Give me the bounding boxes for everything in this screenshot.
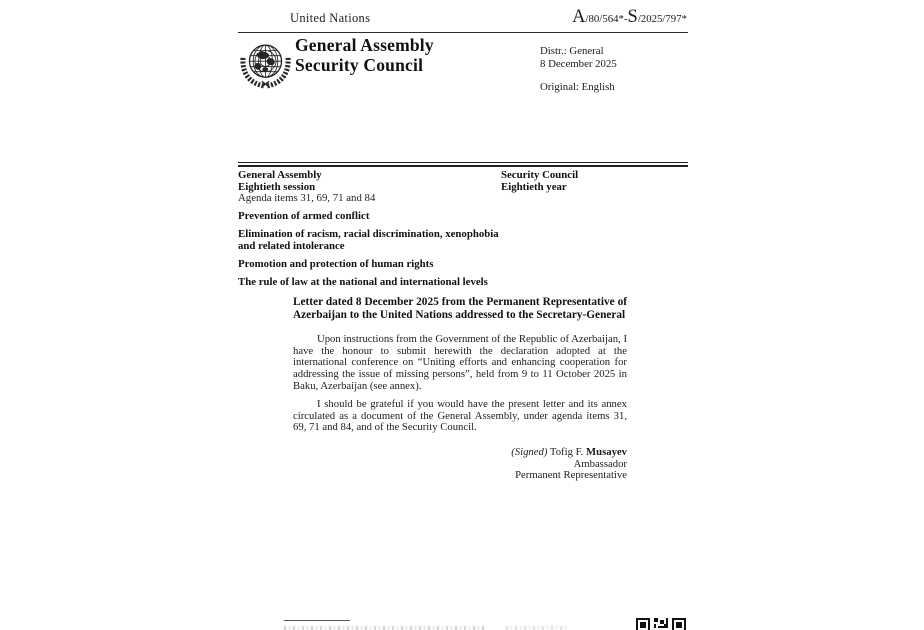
agenda-item: The rule of law at the national and international levels [238, 275, 488, 288]
letter-paragraph-1: Upon instructions from the Government of the Republic of Azerbaijan, I have the honour to submit herewith the declaration adopted at the international conference on “Uniting efforts and enhancing cooperation for addressing the issue of missing persons”, held from 9 to 11 October 2025 in Baku, Azerbaijan (see annex). [293, 332, 627, 392]
signature-line [293, 447, 627, 459]
symbol-s-rest: /2025/797* [637, 13, 687, 25]
document-page [238, 0, 688, 630]
sc-title: Security Council [501, 169, 579, 181]
masthead-general-assembly: General Assembly [295, 35, 434, 55]
footnote-text-cutoff [506, 626, 566, 630]
document-symbol [572, 7, 687, 28]
signature-block [293, 447, 627, 482]
signer-name: Tofig F. [547, 445, 587, 458]
letter-body [293, 296, 627, 482]
symbol-s-big: S [627, 7, 638, 27]
un-emblem-icon [238, 37, 293, 89]
masthead [295, 36, 434, 75]
masthead-security-council: Security Council [295, 54, 424, 75]
separator-rule [238, 162, 688, 167]
ga-session: Eightieth session [238, 180, 316, 193]
symbol-a-big: A [572, 7, 586, 27]
symbol-a-rest: /80/564*- [585, 13, 628, 25]
agenda-item: Elimination of racism, racial discrimination, xenophobia and related intolerance [238, 228, 499, 252]
agenda-item: Promotion and protection of human rights [238, 257, 434, 270]
letter-paragraph-2: I should be grateful if you would have the present letter and its annex circulated as a document of the General Assembly, under agenda items 31, 69, 71 and 84, and of the Security Council. [293, 397, 627, 434]
agenda-item-headings [238, 211, 538, 295]
distr-line: Distr.: General [540, 45, 604, 57]
qr-code-icon [636, 618, 686, 630]
distribution-block [540, 45, 617, 94]
distr-date: 8 December 2025 [540, 58, 617, 70]
header-rule [238, 32, 688, 33]
distr-original: Original: English [540, 81, 615, 93]
org-name: United Nations [290, 11, 371, 25]
ga-title: General Assembly [238, 169, 322, 181]
footnote-rule [284, 620, 350, 621]
general-assembly-session [238, 170, 375, 205]
signer-surname: Musayev [586, 445, 627, 458]
ga-agenda-items: Agenda items 31, 69, 71 and 84 [238, 192, 376, 205]
security-council-session [501, 170, 578, 193]
signer-role-2: Permanent Representative [515, 469, 627, 482]
footnote-text-cutoff [284, 626, 484, 630]
letter-title: Letter dated 8 December 2025 from the Permanent Representative of Azerbaijan to the United Nations addressed to the Secretary-General [293, 296, 627, 322]
signer-role-1: Ambassador [573, 457, 627, 470]
signed-label: (Signed) [511, 445, 548, 458]
sc-year: Eightieth year [501, 180, 567, 193]
agenda-item: Prevention of armed conflict [238, 210, 370, 222]
